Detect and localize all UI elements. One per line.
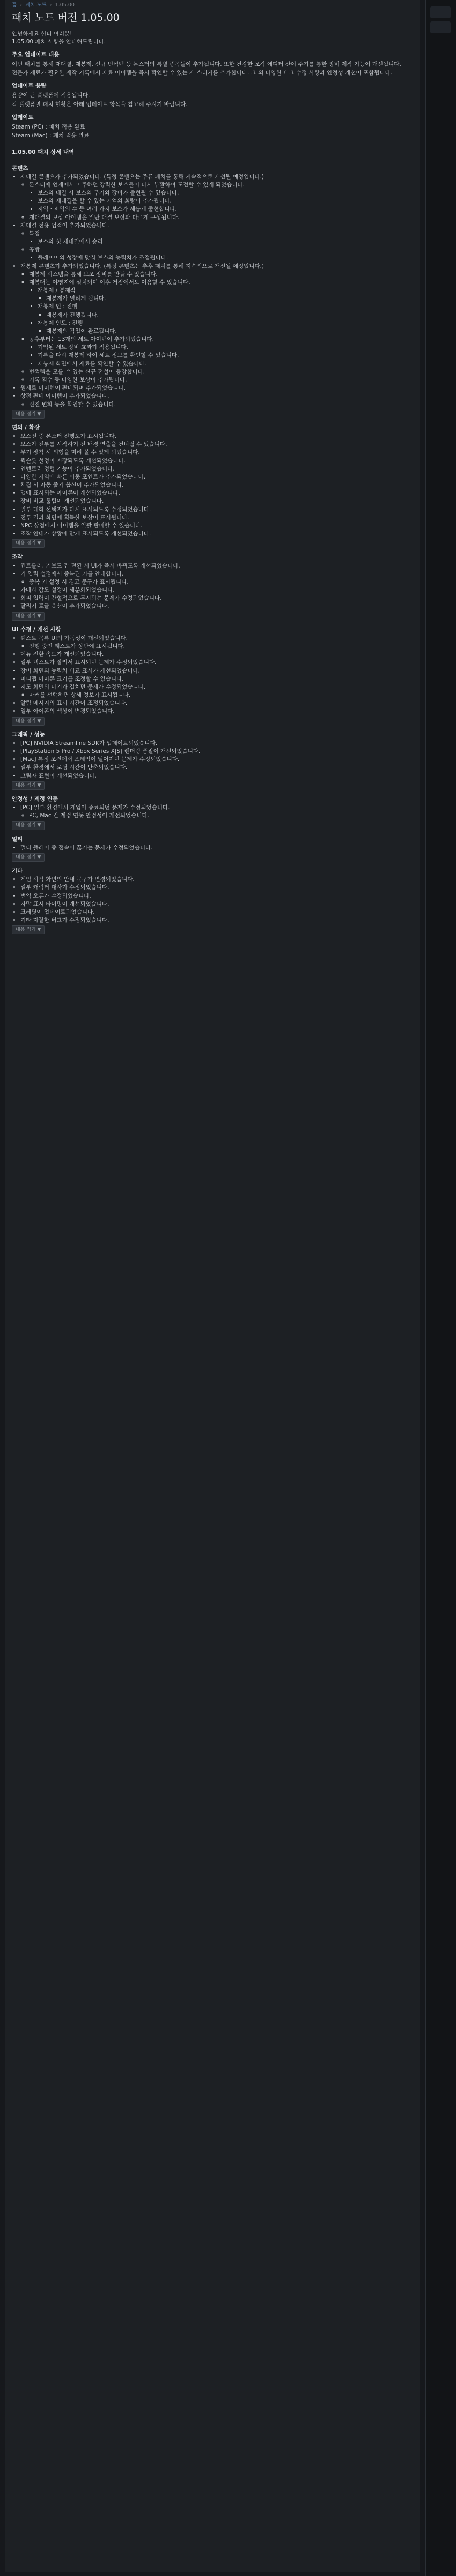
list-item-text: 재봉제 화면에서 재료를 확인할 수 있습니다. xyxy=(38,360,146,367)
list-item xyxy=(46,295,414,302)
summary-title: 주요 업데이트 내용 xyxy=(12,51,60,58)
list-item xyxy=(20,900,414,908)
section-title: 콘텐츠 xyxy=(12,165,28,171)
list-item xyxy=(20,594,414,602)
list-item-text: 번쩍템을 모를 수 있는 신규 전설이 등장합니다. xyxy=(29,368,145,375)
list-item-text: 몬스터에 언제에서 마주하던 강력한 보스들이 다시 부활하여 도전할 수 있게 되었습니다. xyxy=(29,181,245,188)
bullet-list xyxy=(38,311,414,319)
platform-title: 업데이트 xyxy=(12,114,34,121)
list-item xyxy=(38,360,414,368)
list-item xyxy=(20,908,414,916)
size-line: 각 플랫폼별 패치 현황은 아래 업데이트 항목을 참고해 주시기 바랍니다. xyxy=(12,101,188,108)
list-item-text: 크레딧이 업데이트되었습니다. xyxy=(20,908,95,915)
list-item xyxy=(20,756,414,763)
list-item xyxy=(20,675,414,683)
list-item-text: 알림 메시지의 표시 시간이 조정되었습니다. xyxy=(20,700,128,707)
list-item-text: 재대결의 보상 아이템은 일반 대결 보상과 다르게 구성됩니다. xyxy=(29,214,180,221)
section-title: 안정성 / 계정 연동 xyxy=(12,795,58,802)
bullet-list xyxy=(12,634,414,715)
list-item-text: 기억된 세트 장비 효과가 적용됩니다. xyxy=(38,344,128,351)
list-item-text: 재봉대는 야영지에 설치되며 이후 거점에서도 이용할 수 있습니다. xyxy=(29,279,190,286)
list-item-text: 키 입력 설정에서 중복된 키를 안내합니다. xyxy=(20,570,124,577)
list-item xyxy=(29,691,414,699)
list-item xyxy=(20,497,414,505)
list-item-text: 재봉제가 열리게 됩니다. xyxy=(46,295,106,302)
list-item xyxy=(29,271,414,278)
list-item-text: 중복 키 설정 시 경고 문구가 표시됩니다. xyxy=(29,578,129,585)
list-item-text: 회피 입력이 간헐적으로 무시되는 문제가 수정되었습니다. xyxy=(20,595,162,602)
list-item-text: 재봉제 콘텐츠가 추가되었습니다. (특정 콘텐츠는 추후 패치를 통해 지속적으로 개선될 예정입니다.) xyxy=(20,263,264,270)
list-item xyxy=(20,804,414,819)
list-item-text: 맵에 표시되는 아이콘이 개선되었습니다. xyxy=(20,490,120,497)
list-item-text: 기록을 다시 재봉제 하여 세트 정보를 확인할 수 있습니다. xyxy=(38,352,179,359)
collapse-toggle-button[interactable]: 내용 접기 ▼ xyxy=(12,853,45,862)
details-title: 1.05.00 패치 상세 내역 xyxy=(12,149,75,156)
list-item xyxy=(20,892,414,900)
list-item xyxy=(46,327,414,335)
list-item-text: 게임 시작 화면의 안내 문구가 변경되었습니다. xyxy=(20,876,135,883)
rail-button[interactable] xyxy=(430,6,451,18)
list-item-text: 장비 화면의 능력치 비교 표시가 개선되었습니다. xyxy=(20,667,140,674)
list-item xyxy=(20,222,414,262)
collapse-toggle-button[interactable]: 내용 접기 ▼ xyxy=(12,821,45,830)
bullet-list xyxy=(20,401,414,408)
platform-line: Steam (Mac) : 패치 적용 완료 xyxy=(12,132,90,139)
list-item-text: NPC 상점에서 아이템을 일괄 판매할 수 있습니다. xyxy=(20,522,143,529)
summary-paragraph: 전문가 재료가 필요한 제작 기록에서 재료 아이템을 즉시 확인할 수 있는 게 스티커를 추가합니다. 그 외 다양한 버그 수정 사항과 안정성 개선이 포함됩니다. xyxy=(12,70,392,77)
list-item xyxy=(20,683,414,699)
right-rail xyxy=(425,0,456,2576)
list-item xyxy=(38,254,414,262)
list-item-text: 보스가 전투를 시작하기 전 배경 연출을 건너뛸 수 있습니다. xyxy=(20,441,167,448)
list-item-text: [PC] 일부 환경에서 게임이 종료되던 문제가 수정되었습니다. xyxy=(20,804,170,811)
breadcrumb-separator: › xyxy=(20,2,23,8)
list-item xyxy=(20,699,414,707)
list-item-text: 재봉제 / 봉제작 xyxy=(38,287,76,294)
collapse-toggle-button[interactable]: 내용 접기 ▼ xyxy=(12,410,45,419)
breadcrumb-separator: › xyxy=(49,2,52,8)
list-item-text: 일부 캐릭터 대사가 수정되었습니다. xyxy=(20,884,109,891)
list-item xyxy=(20,530,414,537)
list-item xyxy=(20,173,414,221)
list-item-text: 재대결 콘텐츠가 추가되었습니다. (특정 콘텐츠는 주류 패치를 통해 지속적으로 개선될 예정입니다.) xyxy=(20,173,264,180)
list-item-text: 일부 텍스트가 잘려서 표시되던 문제가 수정되었습니다. xyxy=(20,659,157,666)
list-item xyxy=(29,401,414,408)
bullet-list xyxy=(12,844,414,852)
list-item-text: 재봉제 인 : 진행 xyxy=(38,303,78,310)
list-item-text: 일부 환경에서 로딩 시간이 단축되었습니다. xyxy=(20,764,128,771)
list-item xyxy=(20,634,414,650)
list-item xyxy=(20,465,414,473)
size-title: 업데이트 용량 xyxy=(12,83,47,89)
list-item xyxy=(20,659,414,666)
bullet-list xyxy=(20,230,414,262)
list-item xyxy=(20,916,414,924)
list-item xyxy=(38,303,414,318)
section-title: 조작 xyxy=(12,554,23,561)
breadcrumb xyxy=(12,2,414,9)
list-item xyxy=(38,189,414,197)
list-item-text: 진행 중인 퀘스트가 상단에 표시됩니다. xyxy=(29,643,125,650)
bullet-list xyxy=(20,578,414,586)
list-item-text: 공후부터는 13개의 세트 아이템이 추가되었습니다. xyxy=(29,336,154,343)
list-item-text: 채집 시 자동 줍기 옵션이 추가되었습니다. xyxy=(20,482,124,489)
list-item xyxy=(20,489,414,497)
list-item xyxy=(38,287,414,302)
list-item-text: 상점 판매 아이템이 추가되었습니다. xyxy=(20,393,109,400)
list-item-text: 마커를 선택하면 상세 정보가 표시됩니다. xyxy=(29,692,131,699)
section-title: UI 수정 / 개선 사항 xyxy=(12,626,61,633)
size-line: 용량이 큰 플랫폼에 적용됩니다. xyxy=(12,92,90,99)
list-item-text: 보스와 대결 시 보스의 무기와 장비가 출현될 수 있습니다. xyxy=(38,190,179,197)
list-item-text: PC, Mac 간 계정 연동 안정성이 개선되었습니다. xyxy=(29,812,149,819)
list-item-text: 컨트롤러, 키보드 간 전환 시 UI가 즉시 바뀌도록 개선되었습니다. xyxy=(20,562,180,569)
section-title: 멀티 xyxy=(12,835,23,842)
list-item xyxy=(20,384,414,392)
list-item xyxy=(20,432,414,440)
list-item xyxy=(29,643,414,650)
list-item xyxy=(29,279,414,335)
list-item xyxy=(20,562,414,570)
bullet-list xyxy=(12,876,414,924)
intro-line: 안녕하세요 헌터 여러분! xyxy=(12,31,72,38)
list-item-text: 보스와 첫 재대결에서 승리 xyxy=(38,238,103,245)
summary-paragraph: 이번 패치를 통해 재대결, 재봉제, 신규 번쩍템 등 몬스터의 특별 종목들이 추가됩니다. 또한 건강한 조각 에디터 잔여 주기를 통한 장비 제작 기능이 개선됩니다. xyxy=(12,61,401,68)
list-item-text: 지도 화면의 마커가 겹치던 문제가 수정되었습니다. xyxy=(20,683,146,690)
section-title: 편의 / 확장 xyxy=(12,424,40,431)
list-item xyxy=(20,440,414,448)
collapse-toggle-button[interactable]: 내용 접기 ▼ xyxy=(12,717,45,726)
list-item-text: 메뉴 전환 속도가 개선되었습니다. xyxy=(20,651,104,658)
bullet-list xyxy=(12,740,414,780)
list-item xyxy=(29,812,414,819)
bullet-list xyxy=(12,173,414,408)
list-item-text: 일부 대화 선택지가 다시 표시되도록 수정되었습니다. xyxy=(20,506,151,513)
list-item-text: 장비 비교 툴팁이 개선되었습니다. xyxy=(20,498,104,505)
list-item xyxy=(46,311,414,319)
list-item-text: 신진 변화 등을 확인할 수 있습니다. xyxy=(29,401,116,408)
list-item-text: 자막 표시 타이밍이 개선되었습니다. xyxy=(20,900,109,907)
list-item xyxy=(29,230,414,245)
list-item-text: 재봉제의 작업이 완료됩니다. xyxy=(46,327,117,334)
platform-line: Steam (PC) : 패치 적용 완료 xyxy=(12,124,85,130)
list-item-text: 재봉제 시스템을 통해 보조 장비를 만들 수 있습니다. xyxy=(29,271,158,278)
bullet-list xyxy=(12,562,414,610)
list-item xyxy=(38,319,414,335)
list-item-text: 전투 결과 화면에 획득한 보상이 표시됩니다. xyxy=(20,514,129,521)
list-item xyxy=(20,457,414,465)
collapse-toggle-button[interactable]: 내용 접기 ▼ xyxy=(12,612,45,621)
bullet-list xyxy=(20,812,414,819)
breadcrumb-current: 1.05.00 xyxy=(55,2,75,8)
collapse-toggle-button[interactable]: 내용 접기 ▼ xyxy=(12,781,45,790)
bullet-list xyxy=(38,327,414,335)
bullet-list xyxy=(29,189,414,213)
list-item xyxy=(20,740,414,747)
list-item xyxy=(20,602,414,610)
list-item-text: 퀘스트 목록 UI의 가독성이 개선되었습니다. xyxy=(20,634,128,641)
list-item-text: 플레이어의 성장에 맞춰 보스의 능력치가 조정됩니다. xyxy=(38,255,168,262)
list-item-text: 재대결 전용 업적이 추가되었습니다. xyxy=(20,222,109,229)
list-item xyxy=(20,586,414,594)
list-item-text: 인벤토리 정렬 기능이 추가되었습니다. xyxy=(20,465,115,472)
bullet-list xyxy=(20,643,414,650)
list-item xyxy=(20,263,414,384)
list-item xyxy=(29,578,414,586)
list-item xyxy=(29,246,414,262)
collapse-toggle-button[interactable]: 내용 접기 ▼ xyxy=(12,539,45,548)
bullet-list xyxy=(12,804,414,819)
list-item xyxy=(29,214,414,221)
list-item-text: 달리기 토글 옵션이 추가되었습니다. xyxy=(20,603,109,610)
list-item xyxy=(38,352,414,359)
list-item xyxy=(20,570,414,586)
list-item xyxy=(20,667,414,675)
bullet-list xyxy=(38,295,414,302)
list-item-text: 퀵슬롯 설정이 저장되도록 개선되었습니다. xyxy=(20,457,126,464)
bullet-list xyxy=(29,344,414,368)
patch-notes-card xyxy=(5,0,420,2572)
list-item-text: 지역 · 지역의 수 등 여러 가지 보스가 새롭게 출현합니다. xyxy=(38,206,177,213)
bullet-list xyxy=(20,271,414,384)
bullet-list xyxy=(20,691,414,699)
list-item-text: 무기 장착 시 외형을 미리 볼 수 있게 되었습니다. xyxy=(20,449,140,456)
list-item-text: 공방 xyxy=(29,247,40,253)
list-item xyxy=(20,707,414,715)
list-item xyxy=(20,449,414,456)
list-item-text: 미니맵 아이콘 크기를 조정할 수 있습니다. xyxy=(20,675,124,682)
list-item-text: [PC] NVIDIA Streamline SDK가 업데이트되었습니다. xyxy=(20,740,158,746)
list-item-text: 일부 아이콘의 색상이 변경되었습니다. xyxy=(20,708,115,715)
list-item xyxy=(38,197,414,205)
list-item xyxy=(20,522,414,529)
section-title: 기타 xyxy=(12,868,23,875)
page-title: 패치 노트 버전 1.05.00 xyxy=(12,11,120,24)
section-title: 그래픽 / 성능 xyxy=(12,731,45,738)
bullet-list xyxy=(29,254,414,262)
list-item xyxy=(29,368,414,376)
list-item-text: 번역 오류가 수정되었습니다. xyxy=(20,892,91,899)
list-item xyxy=(20,392,414,408)
bullet-list xyxy=(29,238,414,245)
patch-sections xyxy=(12,165,414,936)
list-item-text: 보스전 중 몬스터 진행도가 표시됩니다. xyxy=(20,432,116,439)
list-item-text: 그림자 표현이 개선되었습니다. xyxy=(20,772,97,779)
list-item xyxy=(38,205,414,213)
list-item-text: 재봉제 인도 : 진행 xyxy=(38,319,83,326)
list-item xyxy=(20,651,414,658)
intro-line: 1.05.00 패치 사항을 안내해드립니다. xyxy=(12,38,106,45)
list-item xyxy=(29,335,414,368)
list-item xyxy=(20,844,414,852)
list-item-text: 재봉제가 진행됩니다. xyxy=(46,311,99,318)
list-item xyxy=(20,876,414,883)
list-item-text: 조작 안내가 상황에 맞게 표시되도록 개선되었습니다. xyxy=(20,531,151,537)
collapse-toggle-button[interactable]: 내용 접기 ▼ xyxy=(12,925,45,934)
list-item xyxy=(20,764,414,771)
bullet-list xyxy=(20,181,414,221)
bullet-list xyxy=(12,432,414,537)
list-item-text: 원제로 아이템이 판매되며 추가되었습니다. xyxy=(20,385,126,392)
breadcrumb-patch-notes-link[interactable]: 패치 노트 xyxy=(25,2,47,8)
list-item xyxy=(20,884,414,891)
list-item-text: 특정 xyxy=(29,230,40,237)
list-item-text: 기타 자잘한 버그가 수정되었습니다. xyxy=(20,917,109,924)
list-item-text: [PlayStation 5 Pro / Xbox Series X|S] 렌더링 품질이 개선되었습니다. xyxy=(20,748,201,755)
list-item-text: 카메라 감도 설정이 세분화되었습니다. xyxy=(20,587,115,594)
list-item xyxy=(20,506,414,513)
list-item xyxy=(20,772,414,780)
list-item xyxy=(20,481,414,489)
list-item xyxy=(38,238,414,245)
list-item xyxy=(29,181,414,213)
list-item-text: 멀티 플레이 중 접속이 끊기는 문제가 수정되었습니다. xyxy=(20,844,153,851)
rail-button[interactable] xyxy=(430,21,451,33)
bullet-list xyxy=(29,287,414,335)
intro xyxy=(12,30,414,45)
list-item-text: 기록 획수 등 다양한 보상이 추가됩니다. xyxy=(29,376,127,383)
list-item xyxy=(20,473,414,481)
list-item-text: 보스와 재대결을 할 수 있는 기억의 회랑이 추가됩니다. xyxy=(38,198,172,205)
list-item xyxy=(20,748,414,755)
breadcrumb-home-link[interactable]: 홈 xyxy=(12,2,17,8)
list-item xyxy=(20,514,414,521)
list-item xyxy=(38,344,414,351)
list-item xyxy=(29,376,414,384)
list-item-text: [Mac] 특정 조건에서 프레임이 떨어지던 문제가 수정되었습니다. xyxy=(20,756,180,763)
list-item-text: 다양한 지역에 빠른 이동 포인트가 추가되었습니다. xyxy=(20,473,146,480)
